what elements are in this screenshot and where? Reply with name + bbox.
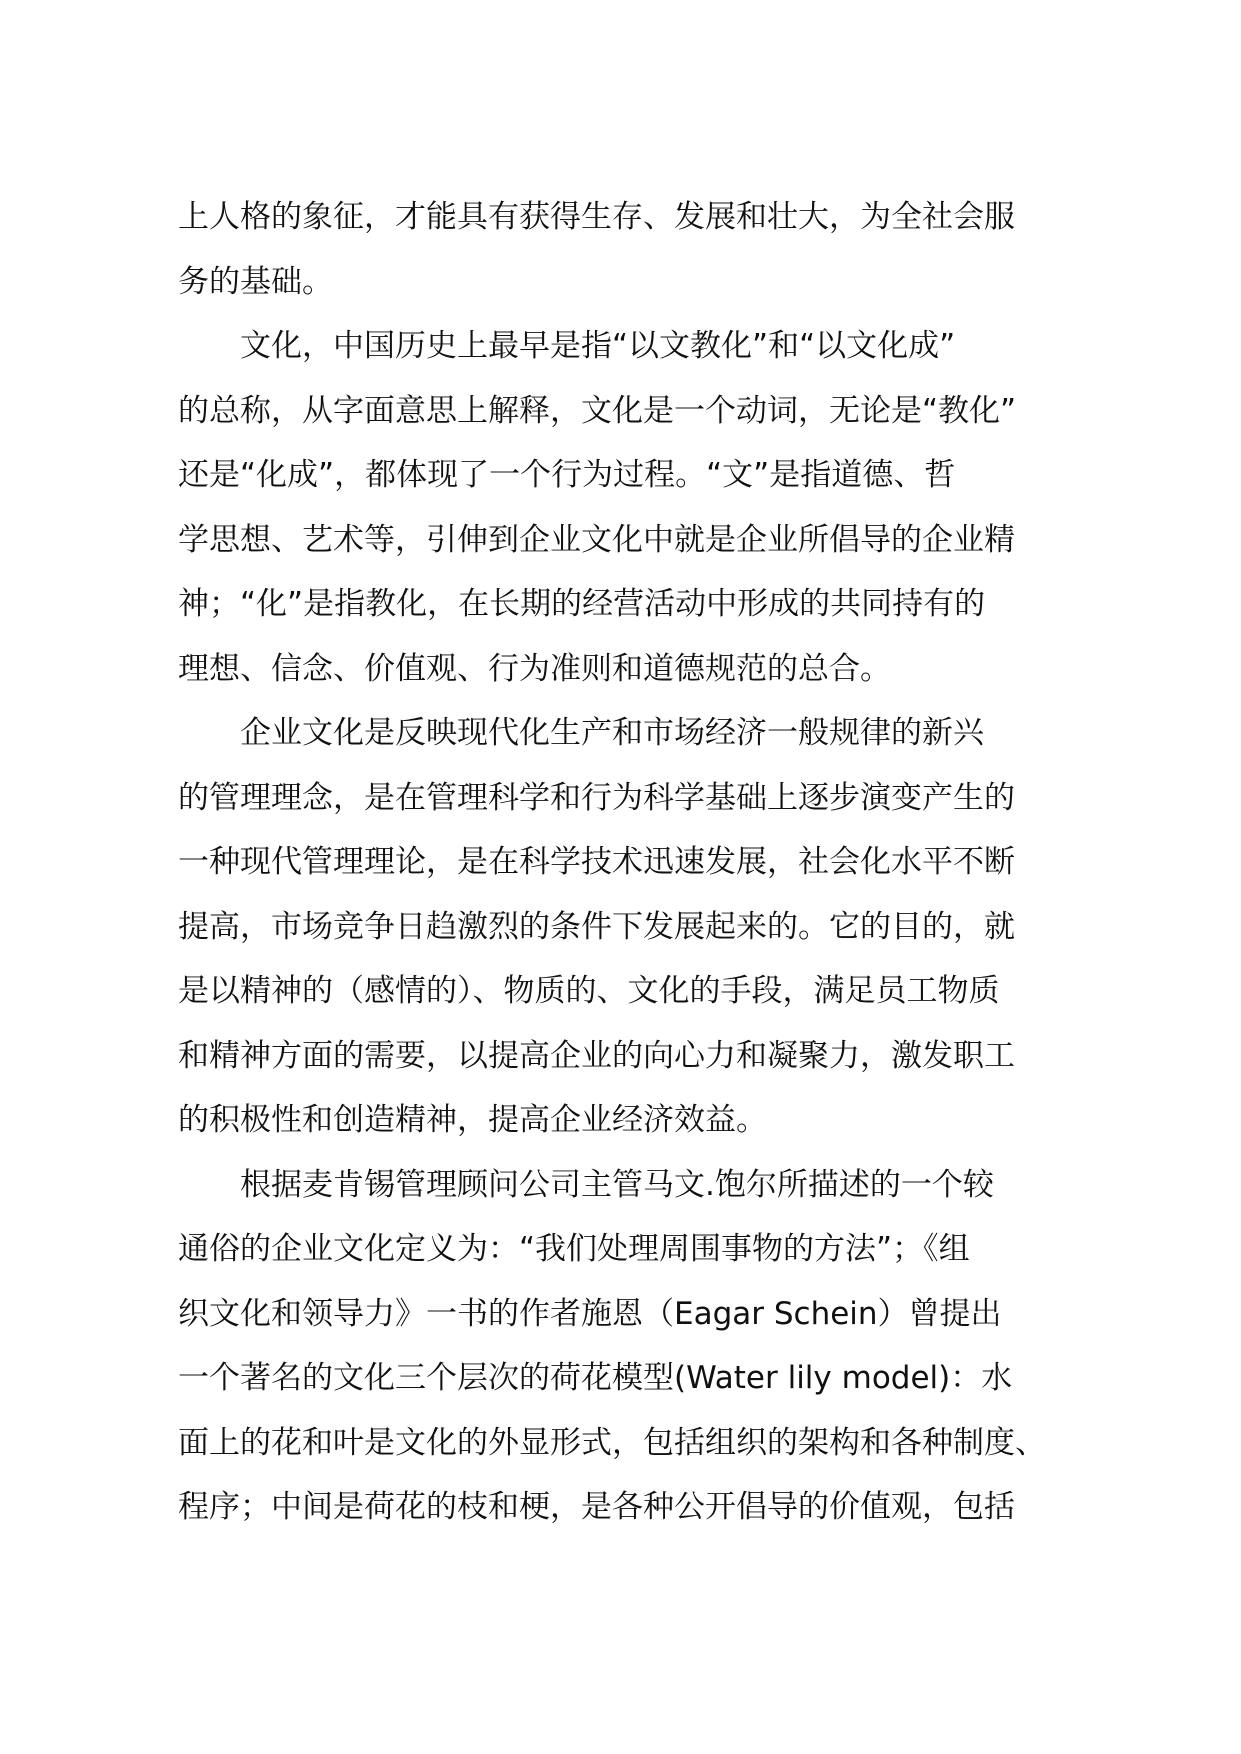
text-line: 的管理理念，是在管理科学和行为科学基础上逐步演变产生的 bbox=[178, 779, 1015, 816]
text-line: 和精神方面的需要，以提高企业的向心力和凝聚力，激发职工 bbox=[178, 1037, 1015, 1074]
text-line: 的积极性和创造精神，提高企业经济效益。 bbox=[178, 1102, 767, 1138]
text-line: 上人格的象征，才能具有获得生存、发展和壮大，为全社会服 bbox=[178, 199, 1015, 235]
text-line: 通俗的企业文化定义为：“我们处理周围事物的方法”；《组 bbox=[178, 1231, 970, 1267]
text-line: 文化，中国历史上最早是指“以文教化”和“以文化成” bbox=[178, 328, 956, 364]
text-line: 根据麦肯锡管理顾问公司主管马文.饱尔所描述的一个较 bbox=[178, 1166, 994, 1203]
text-line: 还是“化成”，都体现了一个行为过程。“文”是指道德、哲 bbox=[178, 457, 956, 493]
text-line: 是以精神的（感情的）、物质的、文化的手段，满足员工物质 bbox=[178, 973, 1000, 1009]
text-line: 务的基础。 bbox=[178, 263, 333, 300]
text-line: 学思想、艺术等，引伸到企业文化中就是企业所倡导的企业精 bbox=[178, 521, 1015, 558]
text-line: 企业文化是反映现代化生产和市场经济一般规律的新兴 bbox=[178, 715, 984, 751]
text-line: 的总称，从字面意思上解释，文化是一个动词，无论是“教化” bbox=[178, 392, 1017, 429]
text-line: 程序；中间是荷花的枝和梗，是各种公开倡导的价值观，包括 bbox=[178, 1489, 1015, 1525]
text-line: 提高，市场竞争日趋激烈的条件下发展起来的。它的目的，就 bbox=[178, 908, 1015, 945]
text-line: 一种现代管理理论，是在科学技术迅速发展，社会化水平不断 bbox=[178, 844, 1015, 880]
text-line: 一个著名的文化三个层次的荷花模型(Water lily model)：水 bbox=[178, 1360, 1013, 1396]
body-text bbox=[178, 185, 1066, 1540]
text-line: 理想、信念、价值观、行为准则和道德规范的总合。 bbox=[178, 650, 891, 687]
text-line: 面上的花和叶是文化的外显形式，包括组织的架构和各种制度、 bbox=[178, 1424, 1046, 1461]
text-line: 神；“化”是指教化，在长期的经营活动中形成的共同持有的 bbox=[178, 586, 986, 622]
text-line: 织文化和领导力》一书的作者施恩（Eagar Schein）曾提出 bbox=[178, 1295, 1002, 1332]
